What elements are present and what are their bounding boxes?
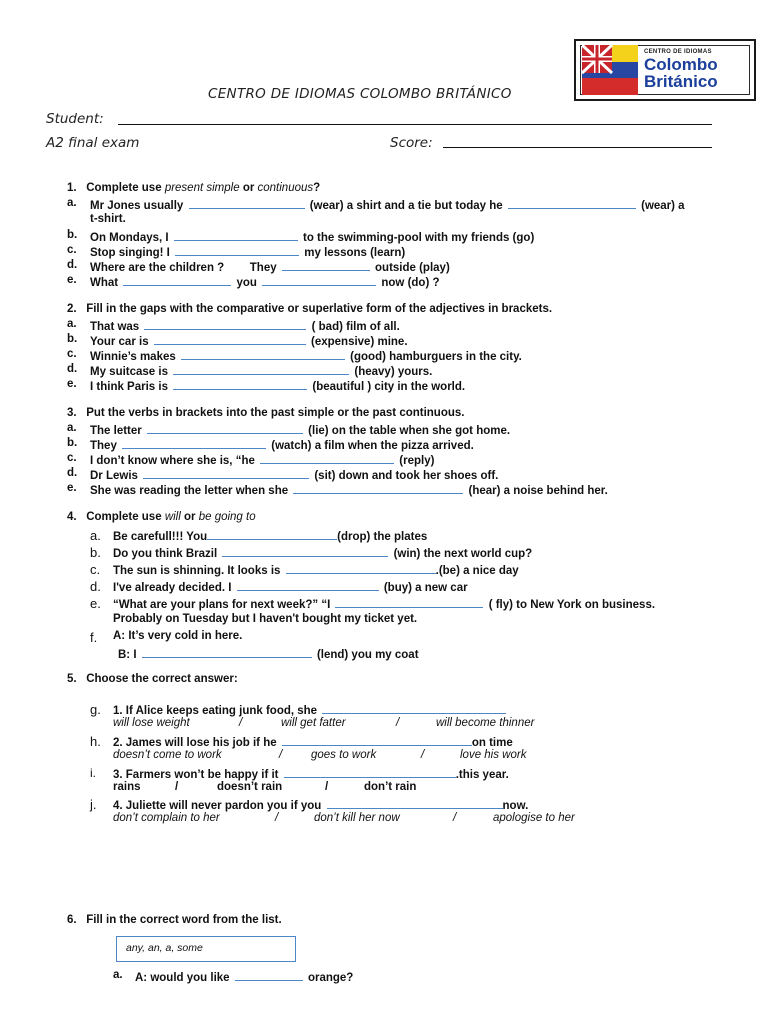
section-4-title [67, 511, 256, 523]
answer-blank[interactable] [173, 378, 307, 390]
option[interactable]: don’t kill her now [314, 812, 400, 824]
text: .(be) a nice day [435, 565, 519, 577]
text: outside (play) [375, 262, 450, 274]
section-number: 1. [67, 182, 77, 194]
item-letter: e. [67, 378, 77, 390]
question-4d [90, 579, 468, 594]
question-text [90, 467, 498, 482]
question-text [90, 333, 408, 348]
text: That was [90, 321, 140, 333]
answer-blank[interactable] [122, 437, 266, 449]
exam-label: A2 final exam [46, 135, 140, 151]
option[interactable]: love his work [460, 749, 527, 761]
text: Dr Lewis [90, 470, 138, 482]
answer-blank[interactable] [284, 766, 456, 778]
answer-blank[interactable] [175, 244, 299, 256]
question-1a [67, 197, 685, 212]
text: (watch) a film when the pizza arrived. [271, 440, 474, 452]
question-text [113, 797, 528, 812]
question-text [113, 528, 427, 543]
text: They [90, 440, 117, 452]
item-letter: d. [67, 259, 78, 271]
question-1e [67, 274, 440, 289]
separator: / [453, 812, 457, 824]
title-text: or [242, 182, 255, 194]
question-text [90, 437, 474, 452]
answer-blank[interactable] [207, 528, 337, 540]
student-label: Student: [46, 111, 104, 127]
text: Winnie’s makes [90, 351, 176, 363]
answer-blank[interactable] [262, 274, 376, 286]
text: “What are your plans for next week?” “I [113, 599, 331, 611]
text: The letter [90, 425, 142, 437]
text: (heavy) yours. [354, 366, 433, 378]
answer-blank[interactable] [260, 452, 394, 464]
option[interactable]: doesn’t rain [217, 781, 283, 793]
question-text: A: It’s very cold in here. [113, 630, 243, 642]
question-text [90, 229, 534, 244]
text: you [236, 277, 257, 289]
text: (hear) a noise behind her. [468, 485, 608, 497]
item-letter: c. [67, 348, 77, 360]
text: Stop singing! I [90, 247, 170, 259]
question-3c [67, 452, 435, 467]
answer-blank[interactable] [235, 969, 303, 981]
logo-caption: CENTRO DE IDIOMAS [644, 49, 712, 55]
question-2a [67, 318, 400, 333]
text: ( bad) film of all. [311, 321, 400, 333]
text: The sun is shinning. It looks is [113, 565, 281, 577]
text: (lie) on the table when she got home. [308, 425, 511, 437]
option[interactable]: will lose weight [113, 717, 190, 729]
options-5g [113, 717, 535, 729]
section-1-title [67, 182, 320, 194]
option[interactable]: will become thinner [436, 717, 535, 729]
question-text [90, 197, 685, 212]
section-number: 5. [67, 673, 77, 685]
student-name-line[interactable] [118, 124, 712, 125]
item-letter: d. [67, 363, 78, 375]
separator: / [396, 717, 400, 729]
question-2c [67, 348, 522, 363]
answer-blank[interactable] [282, 259, 370, 271]
text: What [90, 277, 119, 289]
answer-blank[interactable] [144, 318, 306, 330]
answer-blank[interactable] [327, 797, 503, 809]
section-3-title [67, 407, 464, 419]
answer-blank[interactable] [147, 422, 303, 434]
option[interactable]: doesn’t come to work [113, 749, 222, 761]
option[interactable]: will get fatter [281, 717, 346, 729]
section-2-title [67, 303, 552, 315]
text: orange? [307, 972, 354, 984]
options-5j [113, 812, 575, 824]
question-text [90, 378, 465, 393]
question-text [90, 259, 450, 274]
option[interactable]: don’t complain to her [113, 812, 220, 824]
question-text [90, 274, 440, 289]
answer-blank[interactable] [222, 545, 388, 557]
text: I think Paris is [90, 381, 168, 393]
section-number: 2. [67, 303, 77, 315]
question-1d [67, 259, 450, 274]
question-text [90, 244, 405, 259]
flag-icon [582, 45, 638, 95]
answer-blank[interactable] [142, 646, 312, 658]
answer-blank[interactable] [173, 363, 349, 375]
item-letter: c. [67, 452, 77, 464]
item-letter: e. [67, 482, 77, 494]
text: A: would you like [135, 972, 230, 984]
options-5h [113, 749, 527, 761]
separator: / [275, 812, 279, 824]
question-text [90, 482, 608, 497]
title-text: Fill in the correct word from the list. [86, 914, 282, 926]
section-number: 6. [67, 914, 77, 926]
text: (wear) a shirt and a tie but today he [309, 200, 503, 212]
question-text [90, 452, 434, 467]
question-text [90, 348, 522, 363]
word-list: any, an, a, some [126, 942, 203, 954]
title-text: present simple [164, 182, 240, 194]
text: They [249, 262, 277, 274]
text: (drop) the plates [337, 531, 428, 543]
item-letter: a. [113, 969, 123, 981]
score-label: Score: [390, 135, 433, 151]
item-letter: a. [67, 422, 77, 434]
title-text: continuous [257, 182, 314, 194]
school-logo [574, 39, 756, 101]
text: (beautiful ) city in the world. [312, 381, 466, 393]
text: Be carefull!!! You [113, 531, 208, 543]
question-6a [113, 969, 354, 984]
separator: / [421, 749, 425, 761]
item-letter: a. [67, 318, 77, 330]
options-5i [113, 781, 417, 793]
title-text: Choose the correct answer: [86, 673, 238, 685]
text: Mr Jones usually [90, 200, 184, 212]
text: B: I [118, 649, 137, 661]
title-text: Put the verbs in brackets into the past simple or the past continuous. [86, 407, 465, 419]
text: (lend) you my coat [316, 649, 419, 661]
separator: / [175, 781, 179, 793]
item-letter: b. [67, 333, 78, 345]
text: (buy) a new car [383, 582, 468, 594]
title-text: ? [313, 182, 321, 194]
score-line[interactable] [443, 147, 712, 148]
question-4f [90, 630, 243, 645]
text: (expensive) mine. [311, 336, 408, 348]
item-letter: d. [67, 467, 78, 479]
title-text: Complete use [86, 511, 162, 523]
logo-word-1: Colombo [644, 55, 718, 74]
answer-blank[interactable] [181, 348, 345, 360]
text: on time [471, 737, 513, 749]
question-5j [90, 797, 529, 812]
separator: / [239, 717, 243, 729]
text: (good) hamburguers in the city. [350, 351, 522, 363]
item-letter: e. [90, 596, 101, 611]
text: Do you think Brazil [113, 548, 218, 560]
question-2d [67, 363, 433, 378]
text: .this year. [455, 769, 509, 781]
option[interactable]: goes to work [311, 749, 377, 761]
answer-blank[interactable] [143, 467, 309, 479]
question-text [90, 363, 432, 378]
text: I've already decided. I [113, 582, 232, 594]
question-text [113, 579, 468, 594]
answer-blank[interactable] [154, 333, 306, 345]
question-4e-cont: Probably on Tuesday but I haven't bought my ticket yet. [113, 613, 418, 625]
question-text [113, 702, 508, 717]
text: 2. James will lose his job if he [113, 737, 277, 749]
question-text [135, 969, 353, 984]
item-letter: b. [67, 229, 78, 241]
option[interactable]: rains [113, 781, 141, 793]
item-letter: a. [67, 197, 77, 209]
section-6-title [67, 914, 282, 926]
item-letter: d. [90, 579, 101, 594]
question-2b [67, 333, 408, 348]
title-text: will [164, 511, 181, 523]
answer-blank[interactable] [293, 482, 463, 494]
text: now. [502, 800, 529, 812]
answer-blank[interactable] [335, 596, 483, 608]
item-letter: a. [90, 528, 101, 543]
text: my lessons (learn) [304, 247, 406, 259]
answer-blank[interactable] [237, 579, 379, 591]
item-letter: j. [90, 797, 97, 812]
text: (sit) down and took her shoes off. [314, 470, 499, 482]
text: Where are the children ? [90, 262, 225, 274]
answer-blank[interactable] [508, 197, 636, 209]
question-text [113, 562, 519, 577]
text: (reply) [399, 455, 435, 467]
question-3e [67, 482, 608, 497]
question-4e [90, 596, 656, 611]
question-text [113, 734, 513, 749]
item-letter: b. [67, 437, 78, 449]
item-letter: g. [90, 702, 101, 717]
option[interactable]: apologise to her [493, 812, 575, 824]
answer-blank[interactable] [282, 734, 472, 746]
title-text: Complete use [86, 182, 162, 194]
separator: / [279, 749, 283, 761]
question-text [113, 766, 509, 781]
text: 3. Farmers won’t be happy if it [113, 769, 279, 781]
title-text: be going to [198, 511, 256, 523]
item-letter: c. [90, 562, 101, 577]
text: now (do) ? [381, 277, 440, 289]
question-3b [67, 437, 474, 452]
answer-blank[interactable] [322, 702, 506, 714]
text: 1. If Alice keeps eating junk food, she [113, 705, 318, 717]
section-number: 3. [67, 407, 77, 419]
word-list-box [116, 936, 296, 962]
title-text: Fill in the gaps with the comparative or superlative form of the adjectives in brackets. [86, 303, 553, 315]
text: ( fly) to New York on business. [488, 599, 656, 611]
item-letter: f. [90, 630, 98, 645]
section-number: 4. [67, 511, 77, 523]
question-2e [67, 378, 466, 393]
question-1a-cont: t-shirt. [90, 213, 126, 225]
question-5h [90, 734, 513, 749]
question-text [90, 318, 400, 333]
title-text: or [184, 511, 196, 523]
question-text [113, 596, 655, 611]
question-4c [90, 562, 519, 577]
question-1c [67, 244, 406, 259]
question-4b [90, 545, 533, 560]
text: My suitcase is [90, 366, 168, 378]
answer-blank[interactable] [189, 197, 305, 209]
question-text [90, 422, 510, 437]
text: (wear) a [641, 200, 685, 212]
item-letter: c. [67, 244, 77, 256]
section-5-title [67, 673, 238, 685]
text: On Mondays, I [90, 232, 169, 244]
question-4f-reply [118, 646, 419, 661]
question-5i [90, 766, 509, 781]
text: 4. Juliette will never pardon you if you [113, 800, 322, 812]
logo-word-2: Británico [644, 72, 718, 91]
question-3a [67, 422, 511, 437]
item-letter: e. [67, 274, 77, 286]
item-letter: i. [90, 766, 96, 780]
text: Your car is [90, 336, 149, 348]
text: She was reading the letter when she [90, 485, 289, 497]
text: I don’t know where she is, “he [90, 455, 255, 467]
question-1b [67, 229, 535, 244]
separator: / [325, 781, 329, 793]
question-text [113, 545, 532, 560]
option[interactable]: don’t rain [364, 781, 417, 793]
text: (win) the next world cup? [393, 548, 533, 560]
item-letter: b. [90, 545, 101, 560]
text: to the swimming-pool with my friends (go) [303, 232, 535, 244]
page-title: CENTRO DE IDIOMAS COLOMBO BRITÁNICO [208, 86, 512, 102]
answer-blank[interactable] [123, 274, 231, 286]
question-3d [67, 467, 499, 482]
question-5g [90, 702, 318, 717]
item-letter: h. [90, 734, 101, 749]
answer-blank[interactable] [286, 562, 436, 574]
question-4a [90, 528, 428, 543]
answer-blank[interactable] [174, 229, 298, 241]
